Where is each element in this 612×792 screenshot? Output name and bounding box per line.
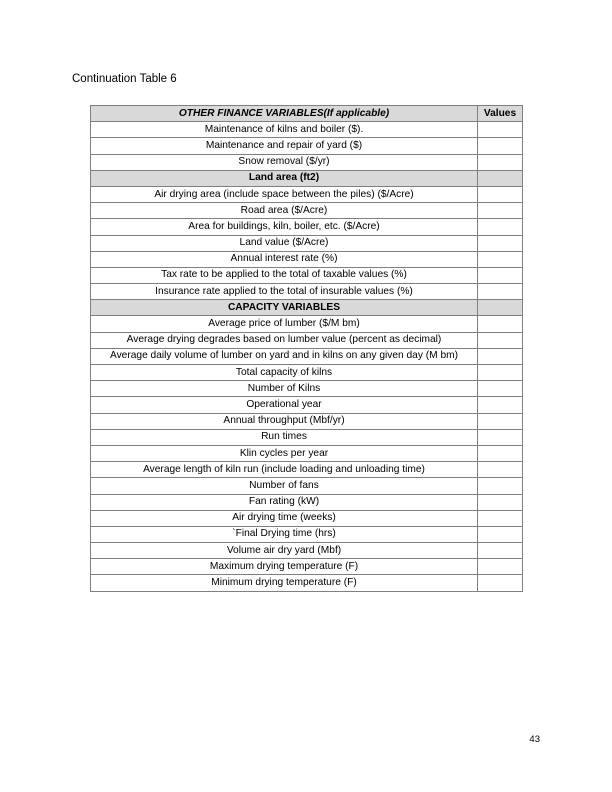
section-label: CAPACITY VARIABLES: [91, 300, 478, 316]
table-row: [91, 203, 523, 219]
table-row: [91, 138, 523, 154]
table-body: [91, 122, 523, 591]
value-cell[interactable]: [478, 365, 523, 381]
values-column-header: Values: [478, 106, 523, 122]
value-cell: [478, 300, 523, 316]
value-cell[interactable]: [478, 203, 523, 219]
table-row: [91, 543, 523, 559]
table-row: [91, 235, 523, 251]
value-cell[interactable]: [478, 413, 523, 429]
value-cell[interactable]: [478, 494, 523, 510]
table-row: [91, 316, 523, 332]
variable-label: Number of fans: [91, 478, 478, 494]
variable-label: Number of Kilns: [91, 381, 478, 397]
value-cell[interactable]: [478, 235, 523, 251]
variable-label: Road area ($/Acre): [91, 203, 478, 219]
variable-label: Land value ($/Acre): [91, 235, 478, 251]
variable-label: Annual interest rate (%): [91, 251, 478, 267]
table-row: [91, 413, 523, 429]
variable-label: Air drying time (weeks): [91, 510, 478, 526]
value-cell[interactable]: [478, 575, 523, 591]
variable-label: Average daily volume of lumber on yard and in kilns on any given day (M bm): [91, 348, 478, 364]
table-row: [91, 429, 523, 445]
variable-label: Average drying degrades based on lumber value (percent as decimal): [91, 332, 478, 348]
table-row: [91, 559, 523, 575]
variable-label: Run times: [91, 429, 478, 445]
variable-label: Maintenance of kilns and boiler ($).: [91, 122, 478, 138]
value-cell[interactable]: [478, 348, 523, 364]
variable-label: Tax rate to be applied to the total of taxable values (%): [91, 267, 478, 283]
table-row: [91, 397, 523, 413]
table-caption: Continuation Table 6: [72, 73, 177, 85]
table-row: [91, 365, 523, 381]
value-cell[interactable]: [478, 332, 523, 348]
value-cell[interactable]: [478, 429, 523, 445]
table-row: [91, 186, 523, 202]
table-row: [91, 445, 523, 461]
table-row: [91, 154, 523, 170]
table-row: [91, 575, 523, 591]
value-cell[interactable]: [478, 445, 523, 461]
table-row: [91, 462, 523, 478]
table-row: [91, 510, 523, 526]
table-row: [91, 219, 523, 235]
table-row: [91, 332, 523, 348]
variable-label: Klin cycles per year: [91, 445, 478, 461]
table-row: [91, 267, 523, 283]
variable-label: Annual throughput (Mbf/yr): [91, 413, 478, 429]
table-row: [91, 122, 523, 138]
variable-label: Average length of kiln run (include loading and unloading time): [91, 462, 478, 478]
table-header-row: [91, 106, 523, 122]
value-cell[interactable]: [478, 510, 523, 526]
variable-label: Area for buildings, kiln, boiler, etc. ($/Acre): [91, 219, 478, 235]
variable-label: Operational year: [91, 397, 478, 413]
section-header-row: [91, 300, 523, 316]
value-cell[interactable]: [478, 267, 523, 283]
section-label: Land area (ft2): [91, 170, 478, 186]
value-cell[interactable]: [478, 559, 523, 575]
value-cell[interactable]: [478, 219, 523, 235]
table-row: [91, 494, 523, 510]
value-cell[interactable]: [478, 251, 523, 267]
variable-label: Snow removal ($/yr): [91, 154, 478, 170]
value-cell: [478, 170, 523, 186]
value-cell[interactable]: [478, 122, 523, 138]
value-cell[interactable]: [478, 543, 523, 559]
variable-label: `Final Drying time (hrs): [91, 526, 478, 542]
value-cell[interactable]: [478, 154, 523, 170]
section-header-row: [91, 170, 523, 186]
value-cell[interactable]: [478, 284, 523, 300]
variable-column-header: OTHER FINANCE VARIABLES(If applicable): [91, 106, 478, 122]
variable-label: Minimum drying temperature (F): [91, 575, 478, 591]
finance-variables-table: [90, 105, 523, 592]
variable-label: Volume air dry yard (Mbf): [91, 543, 478, 559]
table-row: [91, 251, 523, 267]
value-cell[interactable]: [478, 381, 523, 397]
variable-label: Maximum drying temperature (F): [91, 559, 478, 575]
variable-label: Insurance rate applied to the total of insurable values (%): [91, 284, 478, 300]
value-cell[interactable]: [478, 138, 523, 154]
variable-label: Air drying area (include space between the piles) ($/Acre): [91, 186, 478, 202]
table-row: [91, 526, 523, 542]
value-cell[interactable]: [478, 397, 523, 413]
variable-label: Fan rating (kW): [91, 494, 478, 510]
variable-label: Total capacity of kilns: [91, 365, 478, 381]
table-row: [91, 284, 523, 300]
table-row: [91, 478, 523, 494]
table-row: [91, 348, 523, 364]
value-cell[interactable]: [478, 478, 523, 494]
variable-label: Average price of lumber ($/M bm): [91, 316, 478, 332]
value-cell[interactable]: [478, 526, 523, 542]
page-number: 43: [529, 734, 540, 745]
value-cell[interactable]: [478, 462, 523, 478]
value-cell[interactable]: [478, 186, 523, 202]
table-row: [91, 381, 523, 397]
variable-label: Maintenance and repair of yard ($): [91, 138, 478, 154]
value-cell[interactable]: [478, 316, 523, 332]
